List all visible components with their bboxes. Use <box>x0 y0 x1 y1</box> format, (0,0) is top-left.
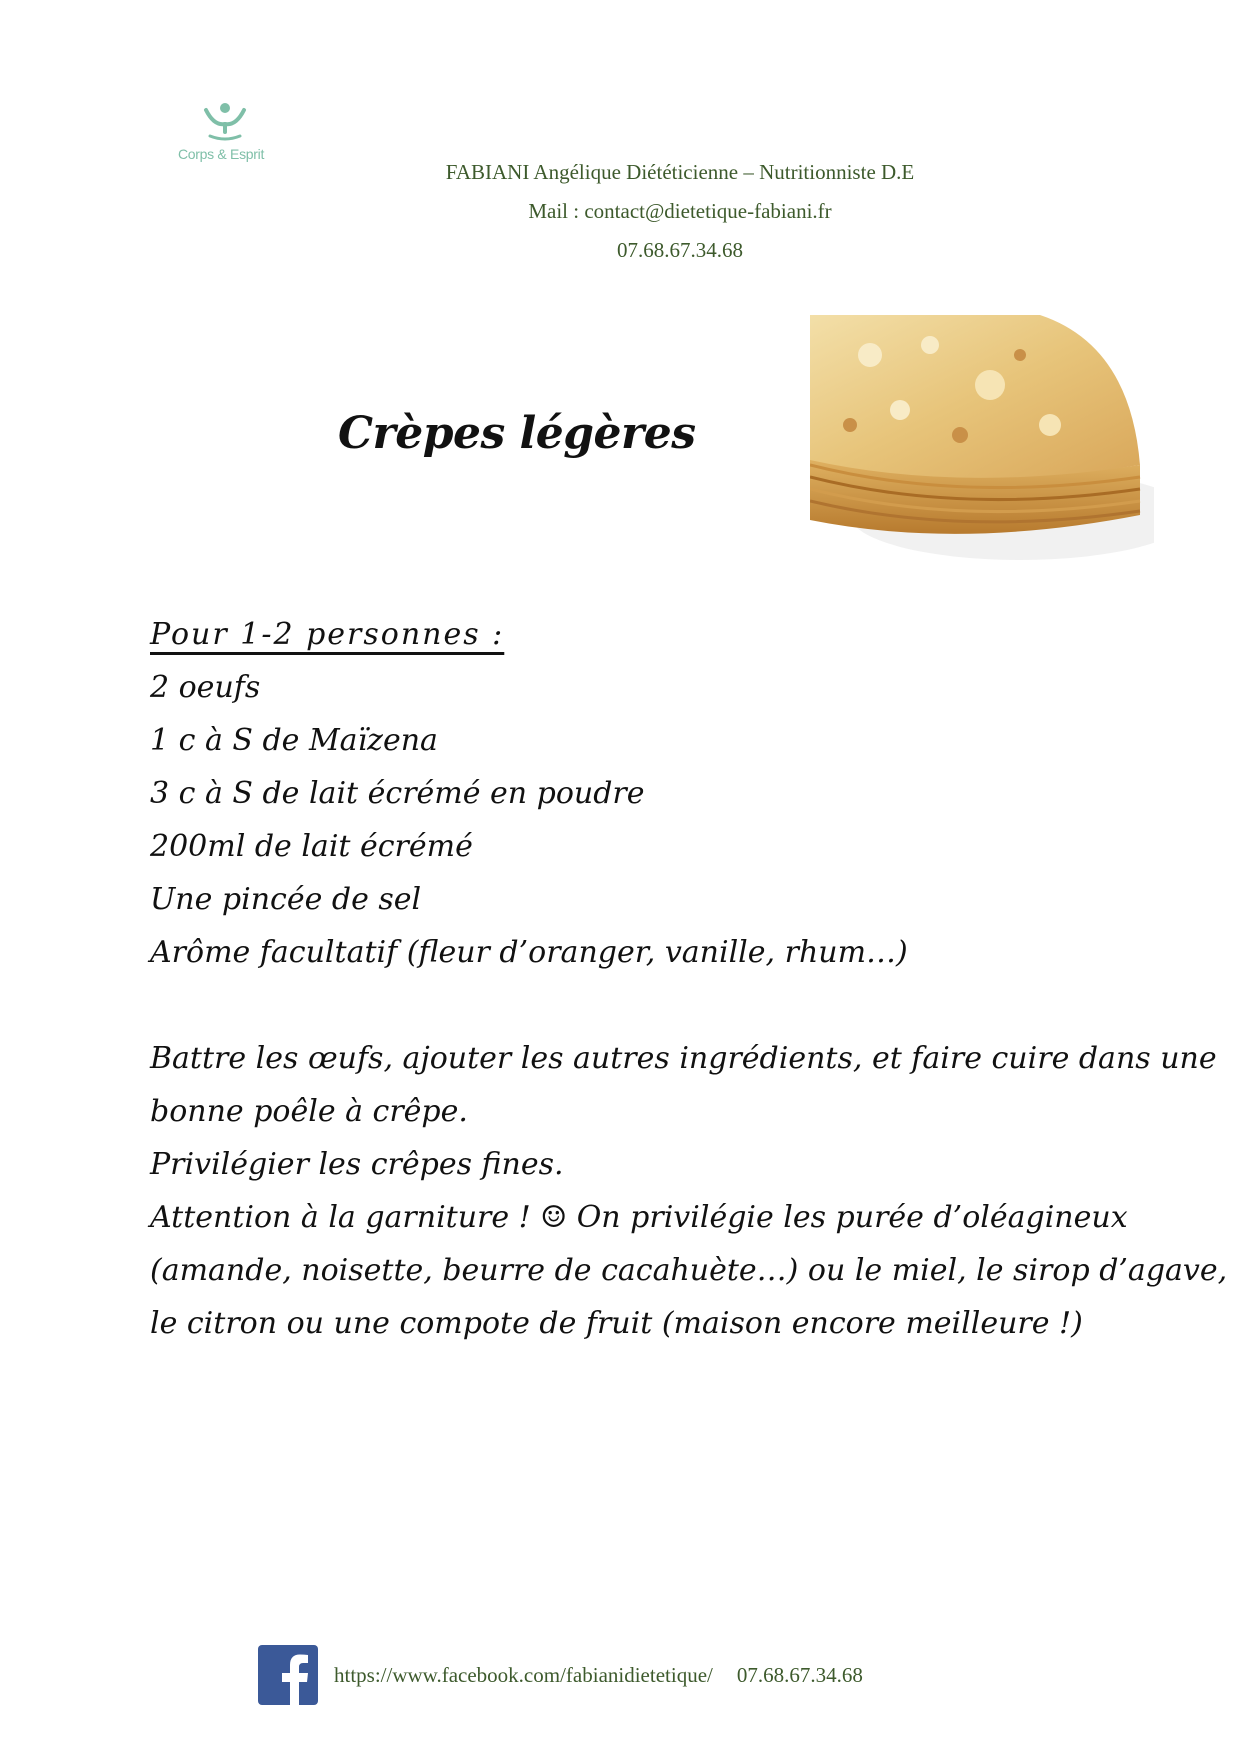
instruction-line: bonne poêle à crêpe. <box>150 1094 468 1129</box>
instruction-line: (amande, noisette, beurre de cacahuète…) ou le miel, le sirop d’agave, <box>150 1253 1228 1288</box>
footer <box>258 1645 863 1705</box>
header-mail-line[interactable]: Mail : contact@dietetique-fabiani.fr <box>528 199 832 223</box>
person-icon <box>200 100 250 142</box>
logo-text: Corps & Esprit <box>178 146 265 162</box>
instruction-line: le citron ou une compote de fruit (maison encore meilleure !) <box>150 1306 1083 1341</box>
ingredient-item: 200ml de lait écrémé <box>150 829 473 864</box>
facebook-icon[interactable] <box>258 1645 318 1705</box>
ingredient-item: 2 oeufs <box>150 670 261 705</box>
facebook-link[interactable]: https://www.facebook.com/fabianidietetique/ <box>334 1662 713 1687</box>
instruction-line: Privilégier les crêpes fines. <box>150 1147 564 1182</box>
crepes-photo <box>810 315 1154 561</box>
ingredient-item: Une pincée de sel <box>150 882 422 917</box>
serving-heading: Pour 1-2 personnes : <box>150 617 505 652</box>
ingredient-item: 1 c à S de Maïzena <box>150 723 438 758</box>
recipe-title: Crèpes légères <box>338 408 696 459</box>
instruction-line: Attention à la garniture ! ☺ On privilégie les purée d’oléagineux <box>150 1200 1128 1235</box>
ingredient-item: Arôme facultatif (fleur d’oranger, vanille, rhum…) <box>150 935 908 970</box>
instruction-line: Battre les œufs, ajouter les autres ingrédients, et faire cuire dans une <box>150 1041 1217 1076</box>
header-name-line: FABIANI Angélique Diététicienne – Nutritionniste D.E <box>445 160 915 184</box>
header-phone: 07.68.67.34.68 <box>617 238 743 262</box>
footer-phone: 07.68.67.34.68 <box>736 1662 863 1687</box>
ingredient-item: 3 c à S de lait écrémé en poudre <box>150 776 645 811</box>
